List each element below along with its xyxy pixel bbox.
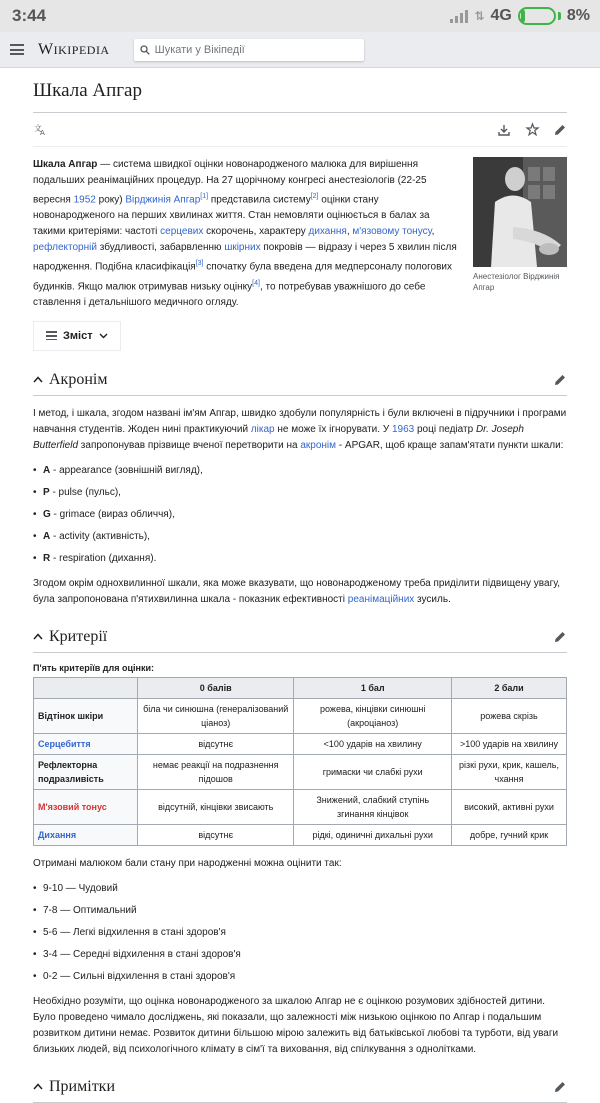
table-cell: відсутнє xyxy=(138,733,294,754)
column-header: 1 бал xyxy=(294,677,452,698)
article xyxy=(0,80,600,1103)
list-item: • 5-6 — Легкі відхилення в стані здоров'я xyxy=(33,922,567,944)
battery-cap xyxy=(558,12,561,20)
battery-level xyxy=(521,10,525,22)
table-row xyxy=(34,698,567,733)
section-body-acronym xyxy=(33,406,567,608)
list-item: • 7-8 — Оптимальний xyxy=(33,900,567,922)
table-cell: немає реакції на подразнення підошов xyxy=(138,754,294,789)
section-title: Примітки xyxy=(49,1077,116,1095)
list-item: • A - appearance (зовнішній вигляд), xyxy=(33,460,567,482)
list-item: • 3-4 — Середні відхилення в стані здоров'я xyxy=(33,944,567,966)
svg-text:文: 文 xyxy=(33,124,42,133)
list-item: • 0-2 — Сильні відхилення в стані здоров'я xyxy=(33,966,567,988)
table-cell: відсутній, кінцівки звисають xyxy=(138,789,294,824)
column-header: 0 балів xyxy=(138,677,294,698)
search-icon xyxy=(140,45,150,55)
row-header[interactable]: Серцебиття xyxy=(34,733,138,754)
table-cell: >100 ударів на хвилину xyxy=(452,733,567,754)
row-header[interactable]: М'язовий тонус xyxy=(34,789,138,824)
table-cell: різкі рухи, крик, кашель, чхання xyxy=(452,754,567,789)
list-item: • 9-10 — Чудовий xyxy=(33,878,567,900)
table-row xyxy=(34,754,567,789)
table-cell: Знижений, слабкий ступінь згинання кінцівок xyxy=(294,789,452,824)
inline-link[interactable]: шкірних xyxy=(224,242,261,254)
list-icon xyxy=(46,331,57,340)
chevron-up-icon xyxy=(33,633,43,640)
inline-link[interactable]: рефлекторній xyxy=(33,242,97,254)
toc-label: Зміст xyxy=(63,329,93,342)
battery-percent: 8% xyxy=(566,7,590,24)
download-icon[interactable] xyxy=(497,123,511,137)
section-title: Критерії xyxy=(49,627,108,645)
section-heading-acronym[interactable] xyxy=(33,371,567,396)
header xyxy=(0,32,600,68)
edit-icon[interactable] xyxy=(553,373,567,387)
edit-icon[interactable] xyxy=(553,1080,567,1094)
status-bar xyxy=(0,0,600,32)
section-heading-notes[interactable] xyxy=(33,1078,567,1103)
scores-intro: Отримані малюком бали стану при народженні можна оцінити так: xyxy=(33,857,342,869)
acronym-list xyxy=(33,460,567,570)
list-item: • G - grimace (вираз обличчя), xyxy=(33,504,567,526)
column-header: 2 бали xyxy=(452,677,567,698)
inline-link[interactable]: м'язовому тонусу xyxy=(352,226,432,238)
search-placeholder: Шукати у Вікіпедії xyxy=(154,43,245,56)
list-item: • A - activity (активність), xyxy=(33,526,567,548)
table-cell: добре, гучний крик xyxy=(452,824,567,845)
acronym-intro: І метод, і шкала, згодом названі ім'ям Апгар, швидко здобули популярність і були включені в підручники і програми навчання студентів. Жоден нині практикуючий лікар не може їх ігнорувати. У 1963 році педіатр Dr. Joseph Butterfield запропонував прізвище вченої перетворити на акронім - APGAR, щоб краще запам'ятати пункти шкали: xyxy=(33,407,567,451)
section-body-criteria xyxy=(33,663,567,1058)
criteria-conclusion: Необхідно розуміти, що оцінка новонародженого за шкалою Апгар не є оцінкою розумових здібностей дитини. Було проведено чимало досліджень, які показали, що залежності між низькою оцінкою по Апгар і подальшим розвитком дитини немає. Розвиток дитини більшою мірою залежить від батьківської любові та турботи, від уваги близьких людей, від психологічного клімату в сім'ї та виховання, від спілкування з однолітками. xyxy=(33,995,559,1055)
table-caption: П'ять критеріїв для оцінки: xyxy=(33,662,154,673)
infobox-photo[interactable] xyxy=(473,157,567,267)
scores-list xyxy=(33,878,567,988)
table-header-row xyxy=(34,677,567,698)
wikipedia-logo[interactable]: WIKIPEDIA xyxy=(38,40,110,58)
section-heading-criteria[interactable] xyxy=(33,628,567,653)
clock: 3:44 xyxy=(12,6,47,25)
signal-icon xyxy=(450,9,468,23)
section-title: Акронім xyxy=(49,370,108,388)
column-header xyxy=(34,677,138,698)
page-title: Шкала Апгар xyxy=(33,80,567,113)
table-cell: високий, активні рухи xyxy=(452,789,567,824)
table-cell: <100 ударів на хвилину xyxy=(294,733,452,754)
network-type: 4G xyxy=(490,7,512,24)
edit-icon[interactable] xyxy=(553,630,567,644)
table-cell: біла чи синюшна (генералізований ціаноз) xyxy=(138,698,294,733)
inline-link[interactable]: акронім xyxy=(300,439,337,451)
data-arrows-icon: ⇅ xyxy=(474,9,485,23)
reference-link[interactable]: [4] xyxy=(252,279,260,287)
status-icons xyxy=(450,7,590,25)
table-cell: рожева скрізь xyxy=(452,698,567,733)
inline-link[interactable]: реанімаційних xyxy=(347,593,415,605)
toc-button[interactable] xyxy=(33,321,121,351)
table-row xyxy=(34,733,567,754)
table-cell: відсутнє xyxy=(138,824,294,845)
search-input[interactable] xyxy=(134,39,364,61)
infobox-caption: Анестезіолог Вірджинія Апгар xyxy=(473,272,560,292)
table-row xyxy=(34,789,567,824)
table-cell: гримаски чи слабкі рухи xyxy=(294,754,452,789)
page-actions xyxy=(33,113,567,147)
inline-link[interactable]: 1963 xyxy=(391,423,415,435)
star-watch-icon[interactable] xyxy=(525,123,539,137)
row-header: Відтінок шкіри xyxy=(34,698,138,733)
chevron-up-icon xyxy=(33,376,43,383)
inline-link[interactable]: серцевих xyxy=(160,226,204,238)
list-item: • P - pulse (пульс), xyxy=(33,482,567,504)
row-header: Рефлекторна подразливість xyxy=(34,754,138,789)
list-item: • R - respiration (дихання). xyxy=(33,548,567,570)
chevron-down-icon xyxy=(99,333,108,339)
inline-link[interactable]: дихання xyxy=(308,226,347,238)
table-cell: рідкі, одиничні дихальні рухи xyxy=(294,824,452,845)
reference-link[interactable]: [2] xyxy=(310,193,319,200)
battery-icon xyxy=(518,7,556,25)
infobox xyxy=(473,157,567,293)
reference-link[interactable]: [3] xyxy=(195,260,204,268)
menu-icon[interactable] xyxy=(10,44,24,55)
svg-text:A: A xyxy=(39,129,45,137)
acronym-outro: Згодом окрім однохвилинної шкали, яка може вказувати, що новонародженому треба приділити підвищену увагу, була запропонована п'ятихвилинна шкала - показник ефективності реанімаційних зусиль. xyxy=(33,577,560,605)
lead-paragraph: Шкала Апгар — система швидкої оцінки новонародженого малюка для вирішення подальших реанімаційних процедур. На 27 щорічному конгресі анестезіологів (22-25 вересня 1952 року) Вірджинія Апгар[1] представила систему[2] оцінки стану новонародженого на перших хвилинах життя. Стан немовляти оцінюється в балах за такими критеріями: частоті серцевих скорочень, характеру дихання, м'язовому тонусу, рефлекторній збудливості, забарвленню шкірних покровів — відразу і через 5 хвилин після народження. Подібна класифікація[3] спочатку була введена для медперсоналу пологових будинків. Якщо малюк отримував низьку оцінку[4], то потребував уважнішого до себе ставлення і детальнішого медичного огляду. xyxy=(33,159,457,308)
language-icon[interactable] xyxy=(33,123,47,137)
inline-link[interactable]: 1952 xyxy=(73,194,96,206)
reference-link[interactable]: [1] xyxy=(200,193,209,200)
inline-link[interactable]: лікар xyxy=(250,423,275,435)
inline-link[interactable]: Вірджинія Апгар xyxy=(125,194,201,206)
criteria-table xyxy=(33,677,567,846)
row-header[interactable]: Дихання xyxy=(34,824,138,845)
chevron-up-icon xyxy=(33,1083,43,1090)
edit-icon[interactable] xyxy=(553,123,567,137)
table-cell: рожева, кінцівки синюшні (акроціаноз) xyxy=(294,698,452,733)
table-row xyxy=(34,824,567,845)
lead-section xyxy=(33,157,567,311)
